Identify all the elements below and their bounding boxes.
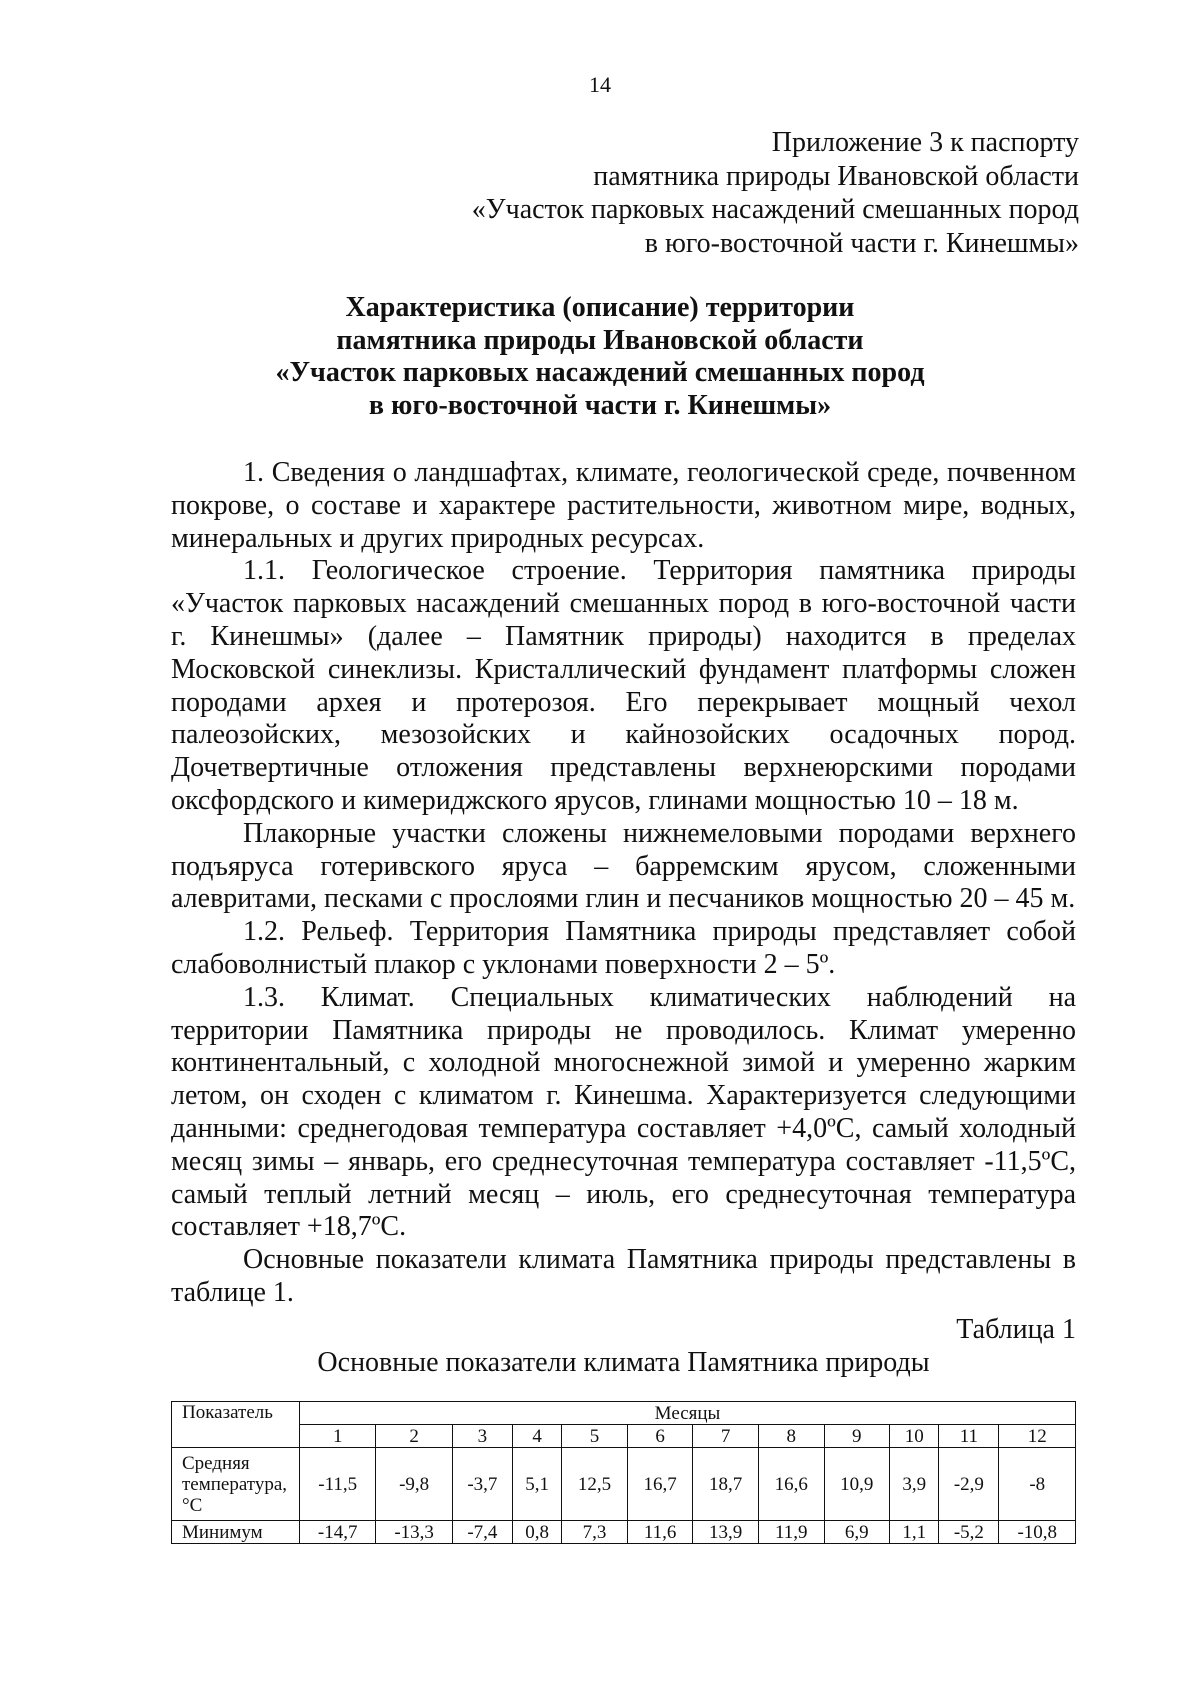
paragraph-relief: 1.2. Рельеф. Территория Памятника природы представляет собой слабоволнистый плакор с уклонами поверхности 2 – 5º. <box>171 916 1076 980</box>
title-line: памятника природы Ивановской области <box>336 324 864 356</box>
months-header: Месяцы <box>300 1402 1076 1425</box>
table-cell: 16,7 <box>627 1448 693 1521</box>
climate-table <box>171 1401 1076 1544</box>
table-cell: 11,9 <box>758 1521 824 1544</box>
table-cell: 13,9 <box>693 1521 759 1544</box>
paragraph-table-ref: Основные показатели климата Памятника природы представлены в таблице 1. <box>171 1244 1076 1308</box>
table-cell: -8 <box>999 1448 1076 1521</box>
table-cell: -14,7 <box>300 1521 376 1544</box>
row-label: Минимум <box>172 1521 300 1544</box>
month-cell: 1 <box>300 1425 376 1448</box>
row-label: Средняя температура, °С <box>172 1448 300 1521</box>
month-cell: 2 <box>376 1425 452 1448</box>
month-cell: 10 <box>890 1425 939 1448</box>
appendix-line: «Участок парковых насаждений смешанных пород <box>471 194 1079 225</box>
table-cell: -10,8 <box>999 1521 1076 1544</box>
appendix-line: памятника природы Ивановской области <box>593 160 1079 192</box>
month-cell: 12 <box>999 1425 1076 1448</box>
title-line: «Участок парковых насаждений смешанных пород <box>275 357 925 388</box>
indicator-header: Показатель <box>172 1402 300 1448</box>
month-cell: 4 <box>512 1425 561 1448</box>
month-numbers-row <box>172 1425 1076 1448</box>
table-cell: -5,2 <box>939 1521 999 1544</box>
table-cell: 11,6 <box>627 1521 693 1544</box>
paragraph-plakor: Плакорные участки сложены нижнемеловыми породами верхнего подъяруса готеривского яруса – барремским ярусом, сложенными алевритами, песками с прослоями глин и песчаников мощностью 20 – 45 м. <box>171 817 1076 915</box>
appendix-line: Приложение 3 к паспорту <box>771 127 1079 158</box>
table-cell: 7,3 <box>562 1521 628 1544</box>
paragraph-geology: 1.1. Геологическое строение. Территория памятника природы «Участок парковых насаждений смешанных пород в юго-восточной части г. Кинешмы» (далее – Памятник природы) находится в пределах Московской синеклизы. Кристаллический фундамент платформы сложен породами архея и протерозоя. Его перекрывает мощный чехол палеозойских, мезозойских и кайнозойских осадочных пород. Дочетвертичные отложения представлены верхнеюрскими породами оксфордского и кимериджского ярусов, глинами мощностью 10 – 18 м. <box>171 555 1076 816</box>
month-cell: 7 <box>693 1425 759 1448</box>
table-cell: -11,5 <box>300 1448 376 1521</box>
table-cell: 10,9 <box>824 1448 890 1521</box>
page-number: 14 <box>589 72 611 97</box>
title-line: в юго-восточной части г. Кинешмы» <box>368 389 832 421</box>
appendix-block <box>472 126 1079 260</box>
document-title <box>0 292 1200 422</box>
title-line: Характеристика (описание) территории <box>345 292 855 323</box>
table-cell: 6,9 <box>824 1521 890 1544</box>
table-cell: 18,7 <box>693 1448 759 1521</box>
paragraph-intro: 1. Сведения о ландшафтах, климате, геологической среде, почвенном покрове, о составе и характере растительности, животном мире, водных, минеральных и других природных ресурсах. <box>171 457 1076 554</box>
table-cell: 16,6 <box>758 1448 824 1521</box>
table-header-row <box>172 1402 1076 1425</box>
table-cell: -3,7 <box>452 1448 512 1521</box>
month-cell: 8 <box>758 1425 824 1448</box>
table-cell: -2,9 <box>939 1448 999 1521</box>
month-cell: 11 <box>939 1425 999 1448</box>
table-cell: -7,4 <box>452 1521 512 1544</box>
table-cell: 0,8 <box>512 1521 561 1544</box>
table-label: Таблица 1 <box>956 1313 1076 1345</box>
table-cell: 12,5 <box>562 1448 628 1521</box>
table-cell: 1,1 <box>890 1521 939 1544</box>
table-cell: 3,9 <box>890 1448 939 1521</box>
table-row <box>172 1521 1076 1544</box>
document-body <box>171 457 1076 1544</box>
table-cell: -13,3 <box>376 1521 452 1544</box>
month-cell: 6 <box>627 1425 693 1448</box>
table-cell: 5,1 <box>512 1448 561 1521</box>
table-row <box>172 1448 1076 1521</box>
month-cell: 5 <box>562 1425 628 1448</box>
month-cell: 9 <box>824 1425 890 1448</box>
table-caption: Основные показатели климата Памятника природы <box>317 1346 930 1378</box>
paragraph-climate: 1.3. Климат. Специальных климатических наблюдений на территории Памятника природы не проводилось. Климат умеренно континентальный, с холодной многоснежной зимой и умеренно жарким летом, он сходен с климатом г. Кинешма. Характеризуется следующими данными: среднегодовая температура составляет +4,0ºС, самый холодный месяц зимы – январь, его среднесуточная температура составляет -11,5ºС, самый теплый летний месяц – июль, его среднесуточная температура составляет +18,7ºС. <box>171 981 1076 1243</box>
table-cell: -9,8 <box>376 1448 452 1521</box>
month-cell: 3 <box>452 1425 512 1448</box>
appendix-line: в юго-восточной части г. Кинешмы» <box>644 227 1079 259</box>
